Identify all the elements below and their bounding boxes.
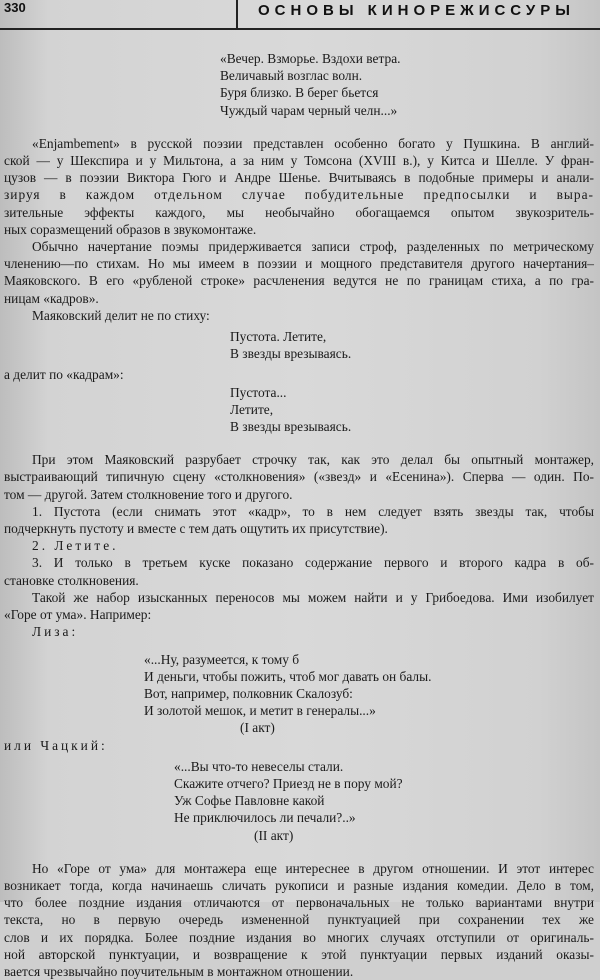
poem-line: Летите, (230, 401, 274, 417)
list-frames (4, 503, 594, 589)
text-line: Маяковский делит не по стиху: (32, 307, 210, 323)
text-line: При этом Маяковский разрубает строчку так, как это делал бы опытный монтажер, (32, 452, 594, 468)
text-line: членению—по стихам. Но мы имеем в поэзии и мощного представителя другого начертания– (4, 256, 594, 272)
text-line: ской — у Шекспира и у Мильтона, а за ним у Томсона (XVIII в.), у Китса и Шелле. У фран- (4, 153, 594, 169)
poem-chatsky (4, 758, 594, 844)
text-line: зительные эффекты каждого, мы необычайно обогащаемся опытом звукозритель- (4, 204, 594, 220)
speaker-liza: Лиза: (32, 624, 79, 640)
text-line: возникает тогда, когда начинаешь сличать рукописи и разные издания комедии. Дело в том, (4, 877, 594, 893)
poem-line: Вот, например, полковник Скалозуб: (144, 685, 353, 701)
text-line: слов и их порядка. Более поздние издания во многих случаях отступили от оригиналь- (4, 929, 594, 945)
poem-line: Чуждый чарам черный челн...» (220, 102, 398, 118)
list-item: подчеркнуть пустоту и вместе с тем дать ощутить их присутствие). (4, 521, 388, 537)
text-line: том — другой. Затем столкновение того и другого. (4, 486, 293, 502)
running-title: ОСНОВЫ КИНОРЕЖИССУРЫ (258, 2, 575, 19)
poem-line: Пустота... (230, 384, 287, 400)
poem-line: И деньги, чтобы пожить, чтоб мог давать он балы. (144, 668, 432, 684)
text-line: ницам «кадров». (4, 290, 99, 306)
text-line: а делит по «кадрам»: (4, 367, 124, 383)
text-line: «Enjambement» в русской поэзии представлен особенно богато у Пушкина. В англий- (32, 135, 594, 151)
poem-line: Уж Софье Павловне какой (174, 793, 325, 809)
text-line: что более поздние издания отличаются от первоначальных не только вариантами внутри (4, 895, 594, 911)
act-label: (I акт) (240, 720, 275, 736)
page-header (0, 0, 600, 36)
text-line: выстраивающий типичную сцену «столкновения» («звезд» и «Есенина»). Сперва — один. По- (4, 469, 594, 485)
text-line: текста, но в первую очередь измененной пунктуацией при сохранении тех же (4, 912, 594, 928)
text-line: Такой же набор изысканных переносов мы можем найти и у Грибоедова. Ими изобилует (32, 589, 594, 605)
page-number: 330 (4, 0, 26, 15)
paragraph-mayakovsky-editing (4, 451, 594, 503)
poem-line: Пустота. Летите, (230, 329, 327, 345)
text-line: Маяковского. В его «рубленой строке» расчленения ведутся не по границам стиха, а по гра- (4, 273, 594, 289)
poem-line: Скажите отчего? Приезд не в пору мой? (174, 775, 403, 791)
poem-line: В звезды врезываясь. (230, 346, 352, 362)
poem-line: «...Ну, разумеется, к тому б (144, 651, 300, 667)
poem-mayakovsky-2 (4, 384, 594, 436)
header-vertical-rule (236, 0, 238, 30)
poem-line: «...Вы что-то невеселы стали. (174, 758, 344, 774)
poem-mayakovsky-1 (4, 328, 594, 362)
text-line: вается чрезвычайно поучительным в монтажном отношении. (4, 963, 354, 979)
poem-line: Величавый возглас волн. (220, 68, 363, 84)
poem-line: «Вечер. Взморье. Вздохи ветра. (220, 51, 401, 66)
poem-line: В звезды врезываясь. (230, 419, 352, 435)
text-line: ной авторской пунктуации, и возвращение к этой пунктуации первых изданий оказы- (4, 946, 594, 962)
paragraph-notation (4, 238, 594, 307)
poem-line: Не приключилось ли печали?..» (174, 810, 356, 826)
text-line: ных соразмещений образов в звукомонтаже. (4, 221, 257, 237)
speaker-chatsky: или Чацкий: (4, 737, 108, 753)
text-line: «Горе от ума». Например: (4, 607, 152, 623)
act-label: (II акт) (254, 827, 294, 843)
text-line: зируя в каждом отдельном случае побудительные предпосылки и выра- (4, 187, 594, 203)
text-line: Обычно начертание поэмы придерживается записи строф, разделенных по метрическому (32, 239, 594, 255)
text-line: Но «Горе от ума» для монтажера еще интереснее в другом отношении. И этот интерес (32, 860, 594, 876)
paragraph-punctuation (4, 860, 594, 980)
poem-line: И золотой мешок, и метит в генералы...» (144, 703, 376, 719)
list-item: 2. Летите. (32, 538, 119, 554)
poem-lermontov (4, 50, 594, 119)
text-line: цузов — в поэзии Виктора Гюго и Андре Шенье. Вчитываясь в подобные примеры и анали- (4, 170, 594, 186)
list-item: 1. Пустота (если снимать этот «кадр», то в нем следует взять звезды так, чтобы (32, 503, 594, 519)
paragraph-enjambement (4, 135, 594, 238)
header-rule (0, 28, 600, 30)
list-item: 3. И только в третьем куске показано содержание первого и второго кадра в об- (32, 555, 594, 571)
list-item: становке столкновения. (4, 572, 139, 588)
poem-liza (4, 651, 594, 737)
poem-line: Буря близко. В берег бьется (220, 85, 379, 101)
paragraph-griboedov (4, 589, 594, 623)
page-body (4, 50, 594, 980)
